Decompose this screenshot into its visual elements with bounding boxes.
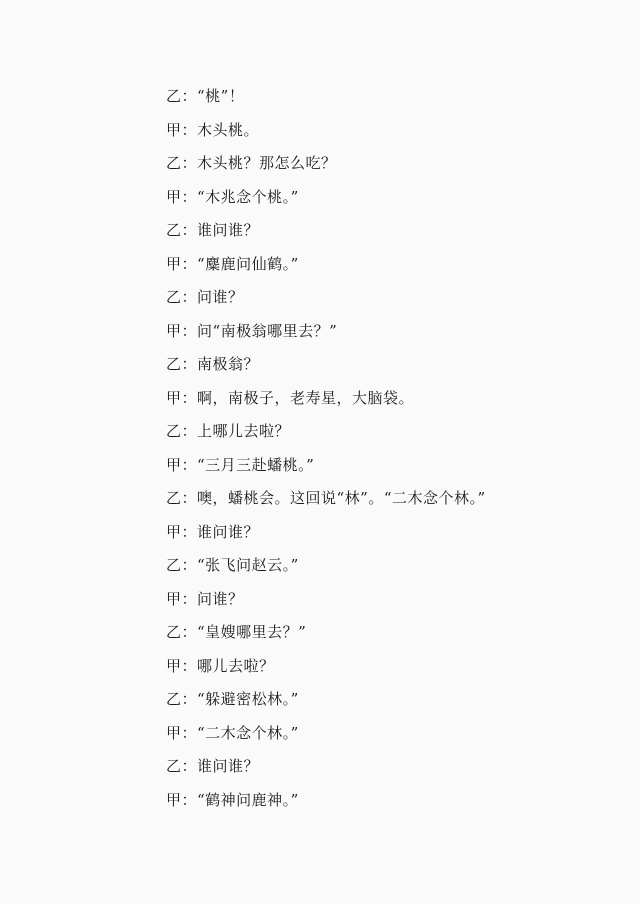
dialogue-line: 甲：哪儿去啦？ — [166, 656, 275, 675]
dialogue-line: 甲：问“南极翁哪里去？” — [166, 321, 338, 340]
dialogue-line: 乙：南极翁？ — [166, 355, 260, 373]
dialogue-line: 乙：“桃”！ — [166, 87, 245, 105]
dialogue-line: 乙：木头桃？那怎么吃？ — [166, 154, 337, 172]
dialogue-line: 甲：谁问谁？ — [166, 522, 260, 541]
dialogue-line: 甲：问谁？ — [166, 589, 244, 608]
dialogue-line: 乙：“躲避密松林。” — [166, 690, 299, 708]
dialogue-text — [166, 84, 606, 821]
dialogue-line: 甲：木头桃。 — [166, 120, 260, 139]
dialogue-line: 乙：噢，蟠桃会。这回说“林”。“二木念个林。” — [166, 489, 486, 507]
dialogue-line: 乙：谁问谁？ — [166, 757, 260, 775]
dialogue-line: 甲：“木兆念个桃。” — [166, 187, 299, 206]
dialogue-line: 甲：啊，南极子，老寿星，大脑袋。 — [166, 388, 415, 407]
dialogue-line: 乙：谁问谁？ — [166, 221, 260, 239]
dialogue-line: 乙：“皇嫂哪里去？” — [166, 623, 307, 641]
dialogue-line: 甲：“鹤神问鹿神。” — [166, 790, 299, 809]
dialogue-line: 甲：“麋鹿问仙鹤。” — [166, 254, 299, 273]
dialogue-line: 乙：上哪儿去啦？ — [166, 422, 291, 440]
dialogue-line: 甲：“二木念个林。” — [166, 723, 299, 742]
dialogue-line: 乙：“张飞问赵云。” — [166, 556, 299, 574]
dialogue-line: 甲：“三月三赴蟠桃。” — [166, 455, 315, 474]
dialogue-line: 乙：问谁？ — [166, 288, 244, 306]
